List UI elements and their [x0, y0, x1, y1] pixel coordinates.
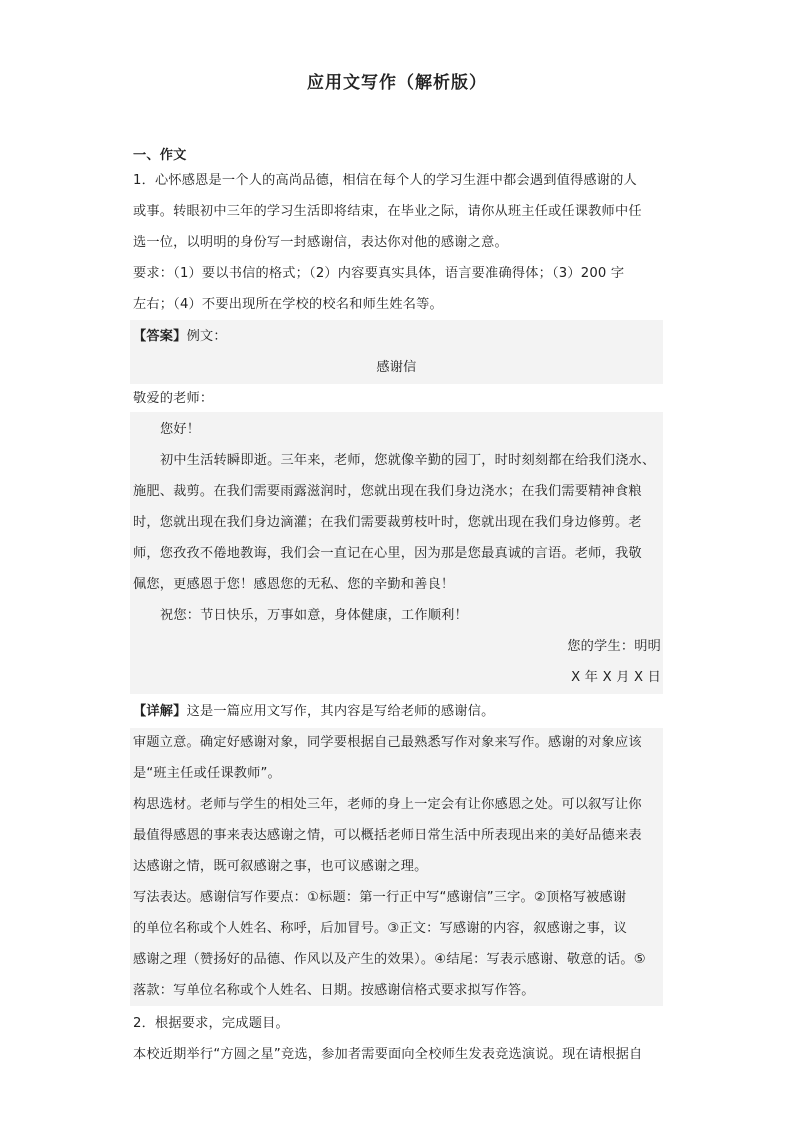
analysis-line: 落款：写单位名称或个人姓名、日期。按感谢信格式要求拟写作答。	[133, 983, 535, 998]
letter-body-line: 时，您就出现在我们身边滴灌；在我们需要裁剪枝叶时，您就出现在我们身边修剪。老	[133, 515, 642, 530]
letter-body-line: 师，您孜孜不倦地教诲，我们会一直记在心里，因为那是您最真诚的言语。老师，我敬	[133, 546, 642, 561]
letter-body-line: 佩您，更感恩于您！感恩您的无私、您的辛勤和善良！	[133, 577, 455, 592]
q2-line: 本校近期举行“方圆之星”竞选，参加者需要面向全校师生发表竞选演说。现在请根据自	[133, 1047, 643, 1062]
answer-tag: 【答案】	[133, 329, 187, 344]
letter-date: X 年 X 月 X 日	[571, 670, 661, 685]
analysis-line: 构思选材。老师与学生的相处三年，老师的身上一定会有让你感恩之处。可以叙写让你	[133, 797, 642, 812]
q1-line: 1．心怀感恩是一个人的高尚品德，相信在每个人的学习生涯中都会遇到值得感谢的人	[133, 173, 637, 188]
analysis-line: 是“班主任或任课教师”。	[133, 766, 281, 781]
q1-requirements: 左右；（4）不要出现所在学校的校名和师生姓名等。	[133, 297, 443, 312]
analysis-line: 写法表达。感谢信写作要点：①标题：第一行正中写“感谢信”三字。②顶格写被感谢	[133, 890, 627, 905]
analysis-line: 感谢之理（赞扬好的品德、作风以及产生的效果）。④结尾：写表示感谢、敬意的话。⑤	[133, 952, 646, 967]
analysis-intro	[133, 702, 663, 722]
q2-line: 2．根据要求，完成题目。	[133, 1016, 289, 1031]
letter-title: 感谢信	[376, 360, 417, 375]
q1-line: 或事。转眼初中三年的学习生活即将结束，在毕业之际，请你从班主任或任课教师中任	[133, 204, 642, 219]
answer-label: 例文：	[186, 329, 227, 344]
analysis-line: 达感谢之情，既可叙感谢之事，也可议感谢之理。	[133, 859, 428, 874]
letter-salutation: 敬爱的老师：	[133, 391, 214, 406]
analysis-line: 最值得感恩的事来表达感谢之情，可以概括老师日常生活中所表现出来的美好品德来表	[133, 828, 642, 843]
letter-signature: 您的学生：明明	[567, 639, 661, 654]
analysis-line: 这是一篇应用文写作，其内容是写给老师的感谢信。	[186, 704, 495, 719]
q1-line: 选一位，以明明的身份写一封感谢信，表达你对他的感谢之意。	[133, 235, 508, 250]
analysis-tag: 【详解】	[133, 704, 187, 719]
analysis-line: 的单位名称或个人姓名、称呼，后加冒号。③正文：写感谢的内容，叙感谢之事，议	[133, 921, 627, 936]
section-heading: 一、作文	[133, 148, 187, 163]
q1-requirements: 要求：（1）要以书信的格式；（2）内容要真实具体，语言要准确得体；（3）200 字	[133, 266, 625, 281]
letter-wish: 祝您：节日快乐，万事如意，身体健康，工作顺利！	[160, 608, 468, 623]
page-title: 应用文写作（解析版）	[307, 73, 487, 93]
letter-body-line: 初中生活转瞬即逝。三年来，老师，您就像辛勤的园丁，时时刻刻都在给我们浇水、	[160, 453, 656, 468]
analysis-line: 审题立意。确定好感谢对象，同学要根据自己最熟悉写作对象来写作。感谢的对象应该	[133, 735, 642, 750]
letter-body-line: 施肥、裁剪。在我们需要雨露滋润时，您就出现在我们身边浇水；在我们需要精神食粮	[133, 484, 642, 499]
letter-greeting: 您好！	[160, 422, 201, 437]
answer-header	[133, 327, 663, 347]
